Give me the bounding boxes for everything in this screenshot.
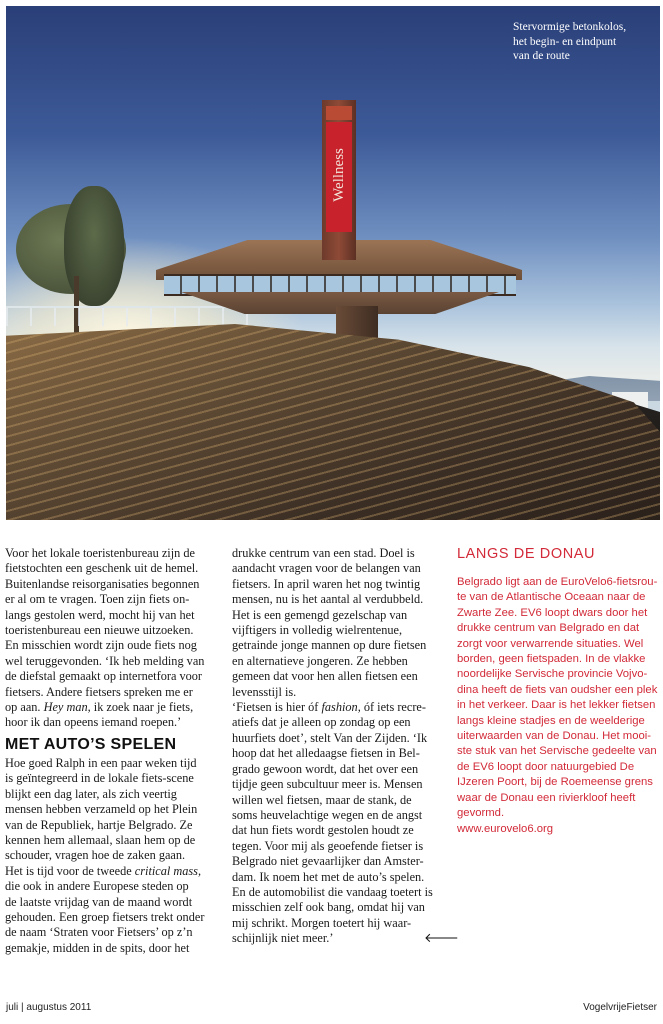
footer-magazine-name: VogelvrijeFietser xyxy=(583,1002,657,1013)
sidebar-box xyxy=(457,546,658,837)
tree xyxy=(64,186,124,306)
paragraph-text: óf iets recre- atiefs dat je alleen op zondag op een huurfiets doet’, stelt Van der Zijden. ‘Ik hoop dat het alledaagse fietsen in Bel- grado gewoon wordt, dat het over een tijdje geen subcultuur meer is. Mensen willen wel fietsen, maar de stank, de soms heuvelachtige wegen en de angst dat hun fiets wordt gestolen houdt ze tegen. Voor mij als geoefende fietser is Belgrado niet gevaarlijker dan Amster- dam. Ik noem het met de auto’s spelen. En de automobilist die vandaag toetert is misschien zelf ook bang, omdat hij van mij schrikt. Morgen toetert hij waar- schijnlijk niet meer.’ xyxy=(232,700,433,946)
paragraph-text: ‘Fietsen is hier óf xyxy=(232,700,322,715)
article-photo xyxy=(6,6,660,520)
tower-sign-text: Wellness xyxy=(331,148,347,202)
paragraph-text: Hoe goed Ralph in een paar weken tijd is geïntegreerd in de lokale fiets-scene blijkt een dag later, als zich veertig mensen hebben verzameld op het Plein van de Republiek, hartje Belgrado. Ze kennen hem allemaal, slaan hem op de schouder, vragen hoe de zaken gaan. Het is tijd voor de tweede xyxy=(5,755,198,878)
sidebar-title: LANGS DE DONAU xyxy=(457,546,596,562)
paragraph: drukke centrum van een stad. Doel is aandacht vragen voor de belangen van fietsers. In april waren het nog twintig mensen, nu is het aantal al verdubbeld. Het is een gemengd gezelschap van vijftigers in volledig wielrentenue, getrainde jonge mannen op dure fietsen en alternatieve jongeren. Ze hebben gemeen dat voor hen allen fietsen een levensstijl is. xyxy=(232,546,427,699)
tower-top xyxy=(326,106,352,120)
paragraph-text: ik zoek naar je fiets, hoor ik dan opeens iemand roepen.’ xyxy=(5,700,194,730)
sidebar-text: Belgrado ligt aan de EuroVelo6-fietsrou- te van de Atlantische Oceaan naar de Zwarte Zee. EV6 loopt dwars door het drukke centrum van Belgrado en dat zorgt voor verwarrende situaties. Wel borden, geen fietspaden. In de vlakke noordelijke Servische provincie Vojvo- dina heeft de fiets van oudsher een plek in het verkeer. Daar is het lekker fietsen langs kleine stadjes en de weelderige uiterwaarden van de Donau. Het mooi- ste stuk van het Servische gedeelte van de EV6 loopt door natuurgebied De IJzeren Poort, bij de Roemeense grens waar de Donau een rivierkloof heeft gevormd. www.eurovelo6.org xyxy=(457,576,658,835)
embankment-texture xyxy=(6,324,660,520)
photo-caption: Stervormige betonkolos, het begin- en eindpunt van de route xyxy=(513,21,627,62)
italic-text: fashion, xyxy=(321,700,361,715)
footer-date: juli | augustus 2011 xyxy=(6,1002,92,1013)
end-arrow-icon: 🡐 xyxy=(424,931,459,946)
article-column-1 xyxy=(5,546,220,956)
paragraph xyxy=(5,756,220,956)
paragraph xyxy=(232,700,445,947)
railing xyxy=(6,306,266,326)
paragraph-text: die ook in andere Europese steden op de laatste vrijdag van de maand wordt gehouden. Een groep fietsers trekt onder de naam ‘Straten voor Fietsers’ op z’n gemakje, midden in de spits, door het xyxy=(5,879,205,955)
section-heading: MET AUTO’S SPELEN xyxy=(5,735,177,753)
italic-text: critical mass, xyxy=(134,863,202,878)
paragraph-text: Voor het lokale toeristenbureau zijn de fietstochten een geschenk uit de hemel. Buitenlandse reisorganisaties begonnen er al om te vragen. Toen zijn fiets on- langs gestolen werd, mocht hij van het toeristenbureau een nieuwe uitzoeken. En misschien wordt zijn oude fiets nog wel teruggevonden. ‘Ik heb melding van de diefstal gemaakt op internetfora voor fietsers. Andere fietsers spreken me er op aan. xyxy=(5,546,205,715)
italic-text: Hey man, xyxy=(43,700,91,715)
paragraph xyxy=(5,546,220,731)
article-column-2 xyxy=(232,546,445,947)
